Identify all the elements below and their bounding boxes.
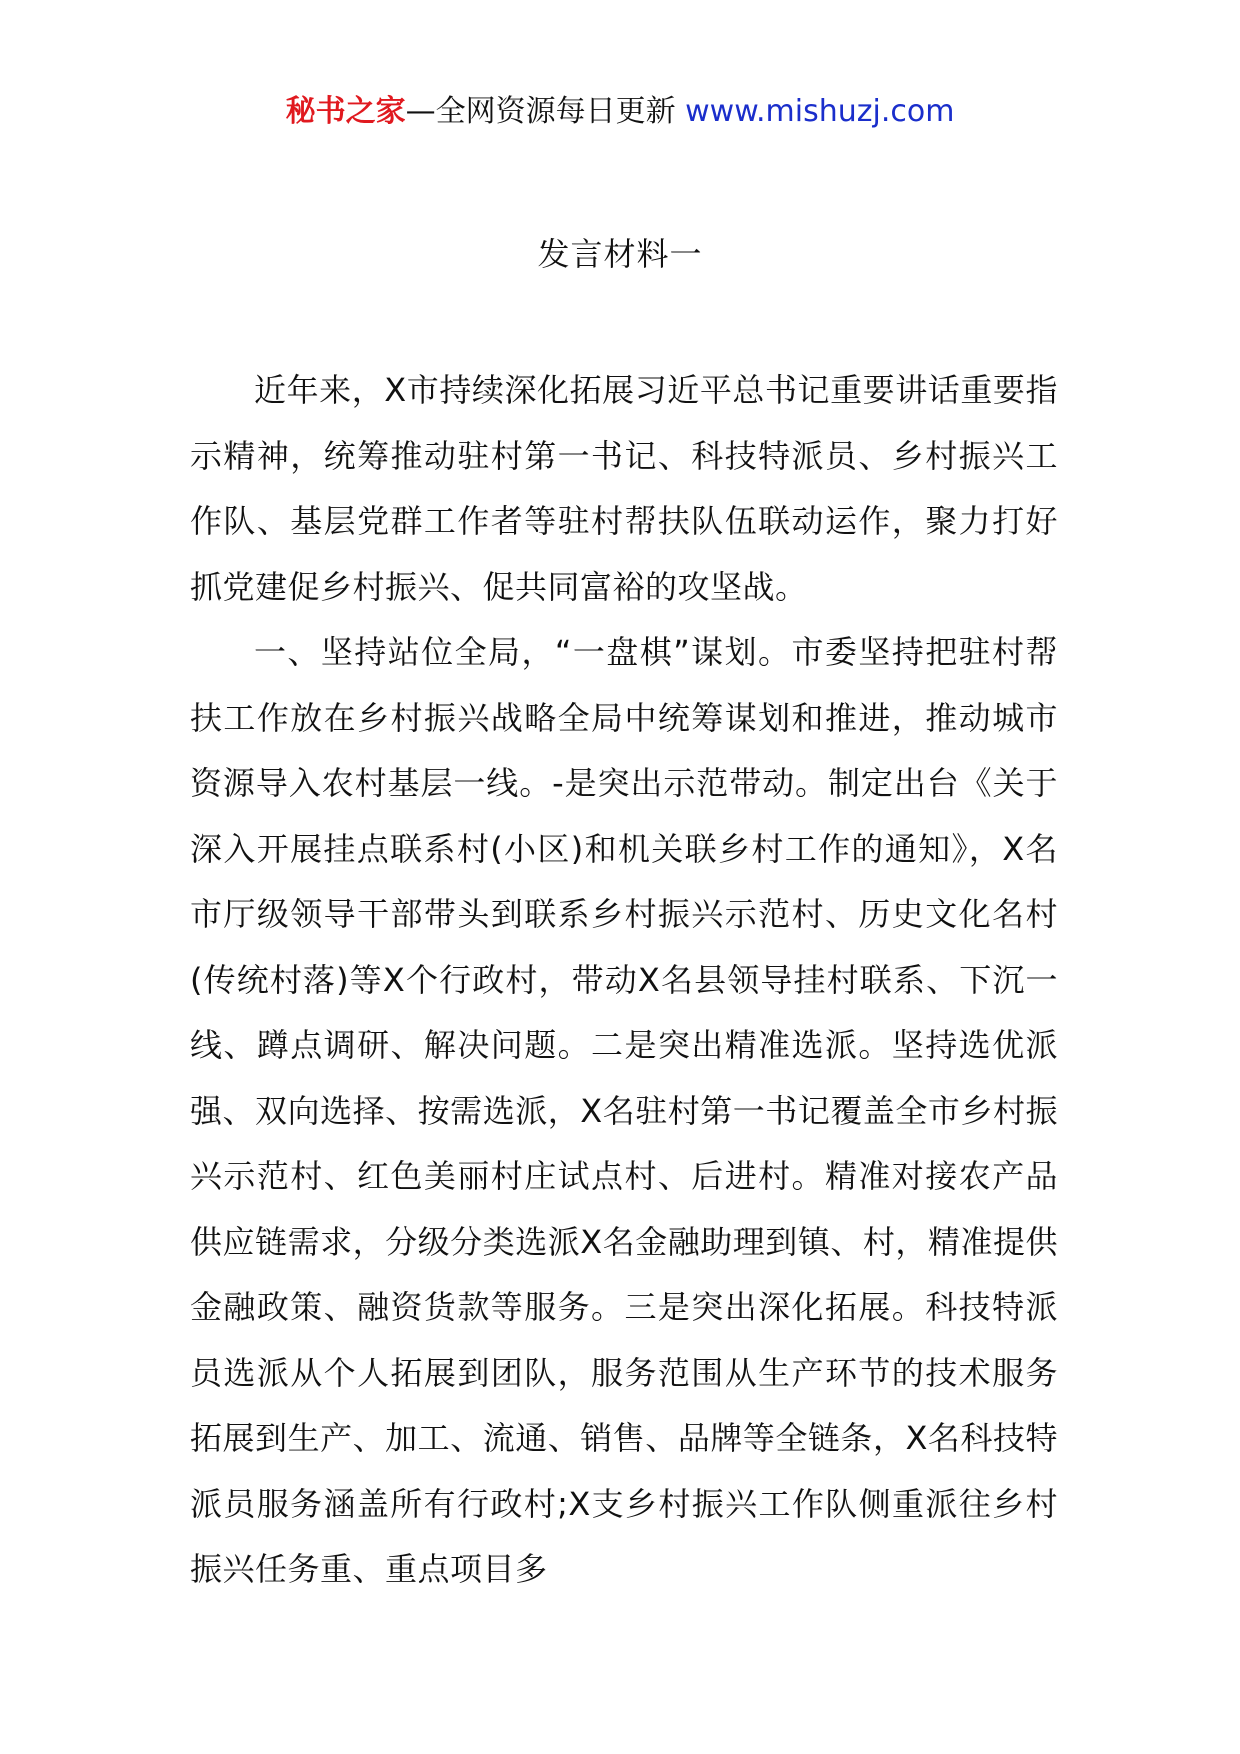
document-body bbox=[190, 358, 1058, 1603]
site-tagline: —全网资源每日更新 bbox=[405, 94, 686, 129]
paragraph-section-one: 一、坚持站位全局，“一盘棋”谋划。市委坚持把驻村帮扶工作放在乡村振兴战略全局中统筹谋划和推进，推动城市资源导入农村基层一线。-是突出示范带动。制定出台《关于深入开展挂点联系村(小区)和机关联乡村工作的通知》，X名市厅级领导干部带头到联系乡村振兴示范村、历史文化名村(传统村落)等X个行政村，带动X名县领导挂村联系、下沉一线、蹲点调研、解决问题。二是突出精准选派。坚持选优派强、双向选择、按需选派，X名驻村第一书记覆盖全市乡村振兴示范村、红色美丽村庄试点村、后进村。精准对接农产品供应链需求，分级分类选派X名金融助理到镇、村，精准提供金融政策、融资货款等服务。三是突出深化拓展。科技特派员选派从个人拓展到团队，服务范围从生产环节的技术服务拓展到生产、加工、流通、销售、品牌等全链条，X名科技特派员服务涵盖所有行政村;X支乡村振兴工作队侧重派往乡村振兴任务重、重点项目多 bbox=[190, 633, 1058, 1588]
site-brand: 秘书之家 bbox=[285, 94, 406, 129]
document-title: 发言材料一 bbox=[537, 235, 703, 273]
site-header bbox=[0, 92, 1240, 132]
paragraph-intro: 近年来，X市持续深化拓展习近平总书记重要讲话重要指示精神，统筹推动驻村第一书记、科技特派员、乡村振兴工作队、基层党群工作者等驻村帮扶队伍联动运作，聚力打好抓党建促乡村振兴、促共同富裕的攻坚战。 bbox=[190, 371, 1058, 606]
site-url-link[interactable]: www.mishuzj.com bbox=[685, 94, 955, 129]
